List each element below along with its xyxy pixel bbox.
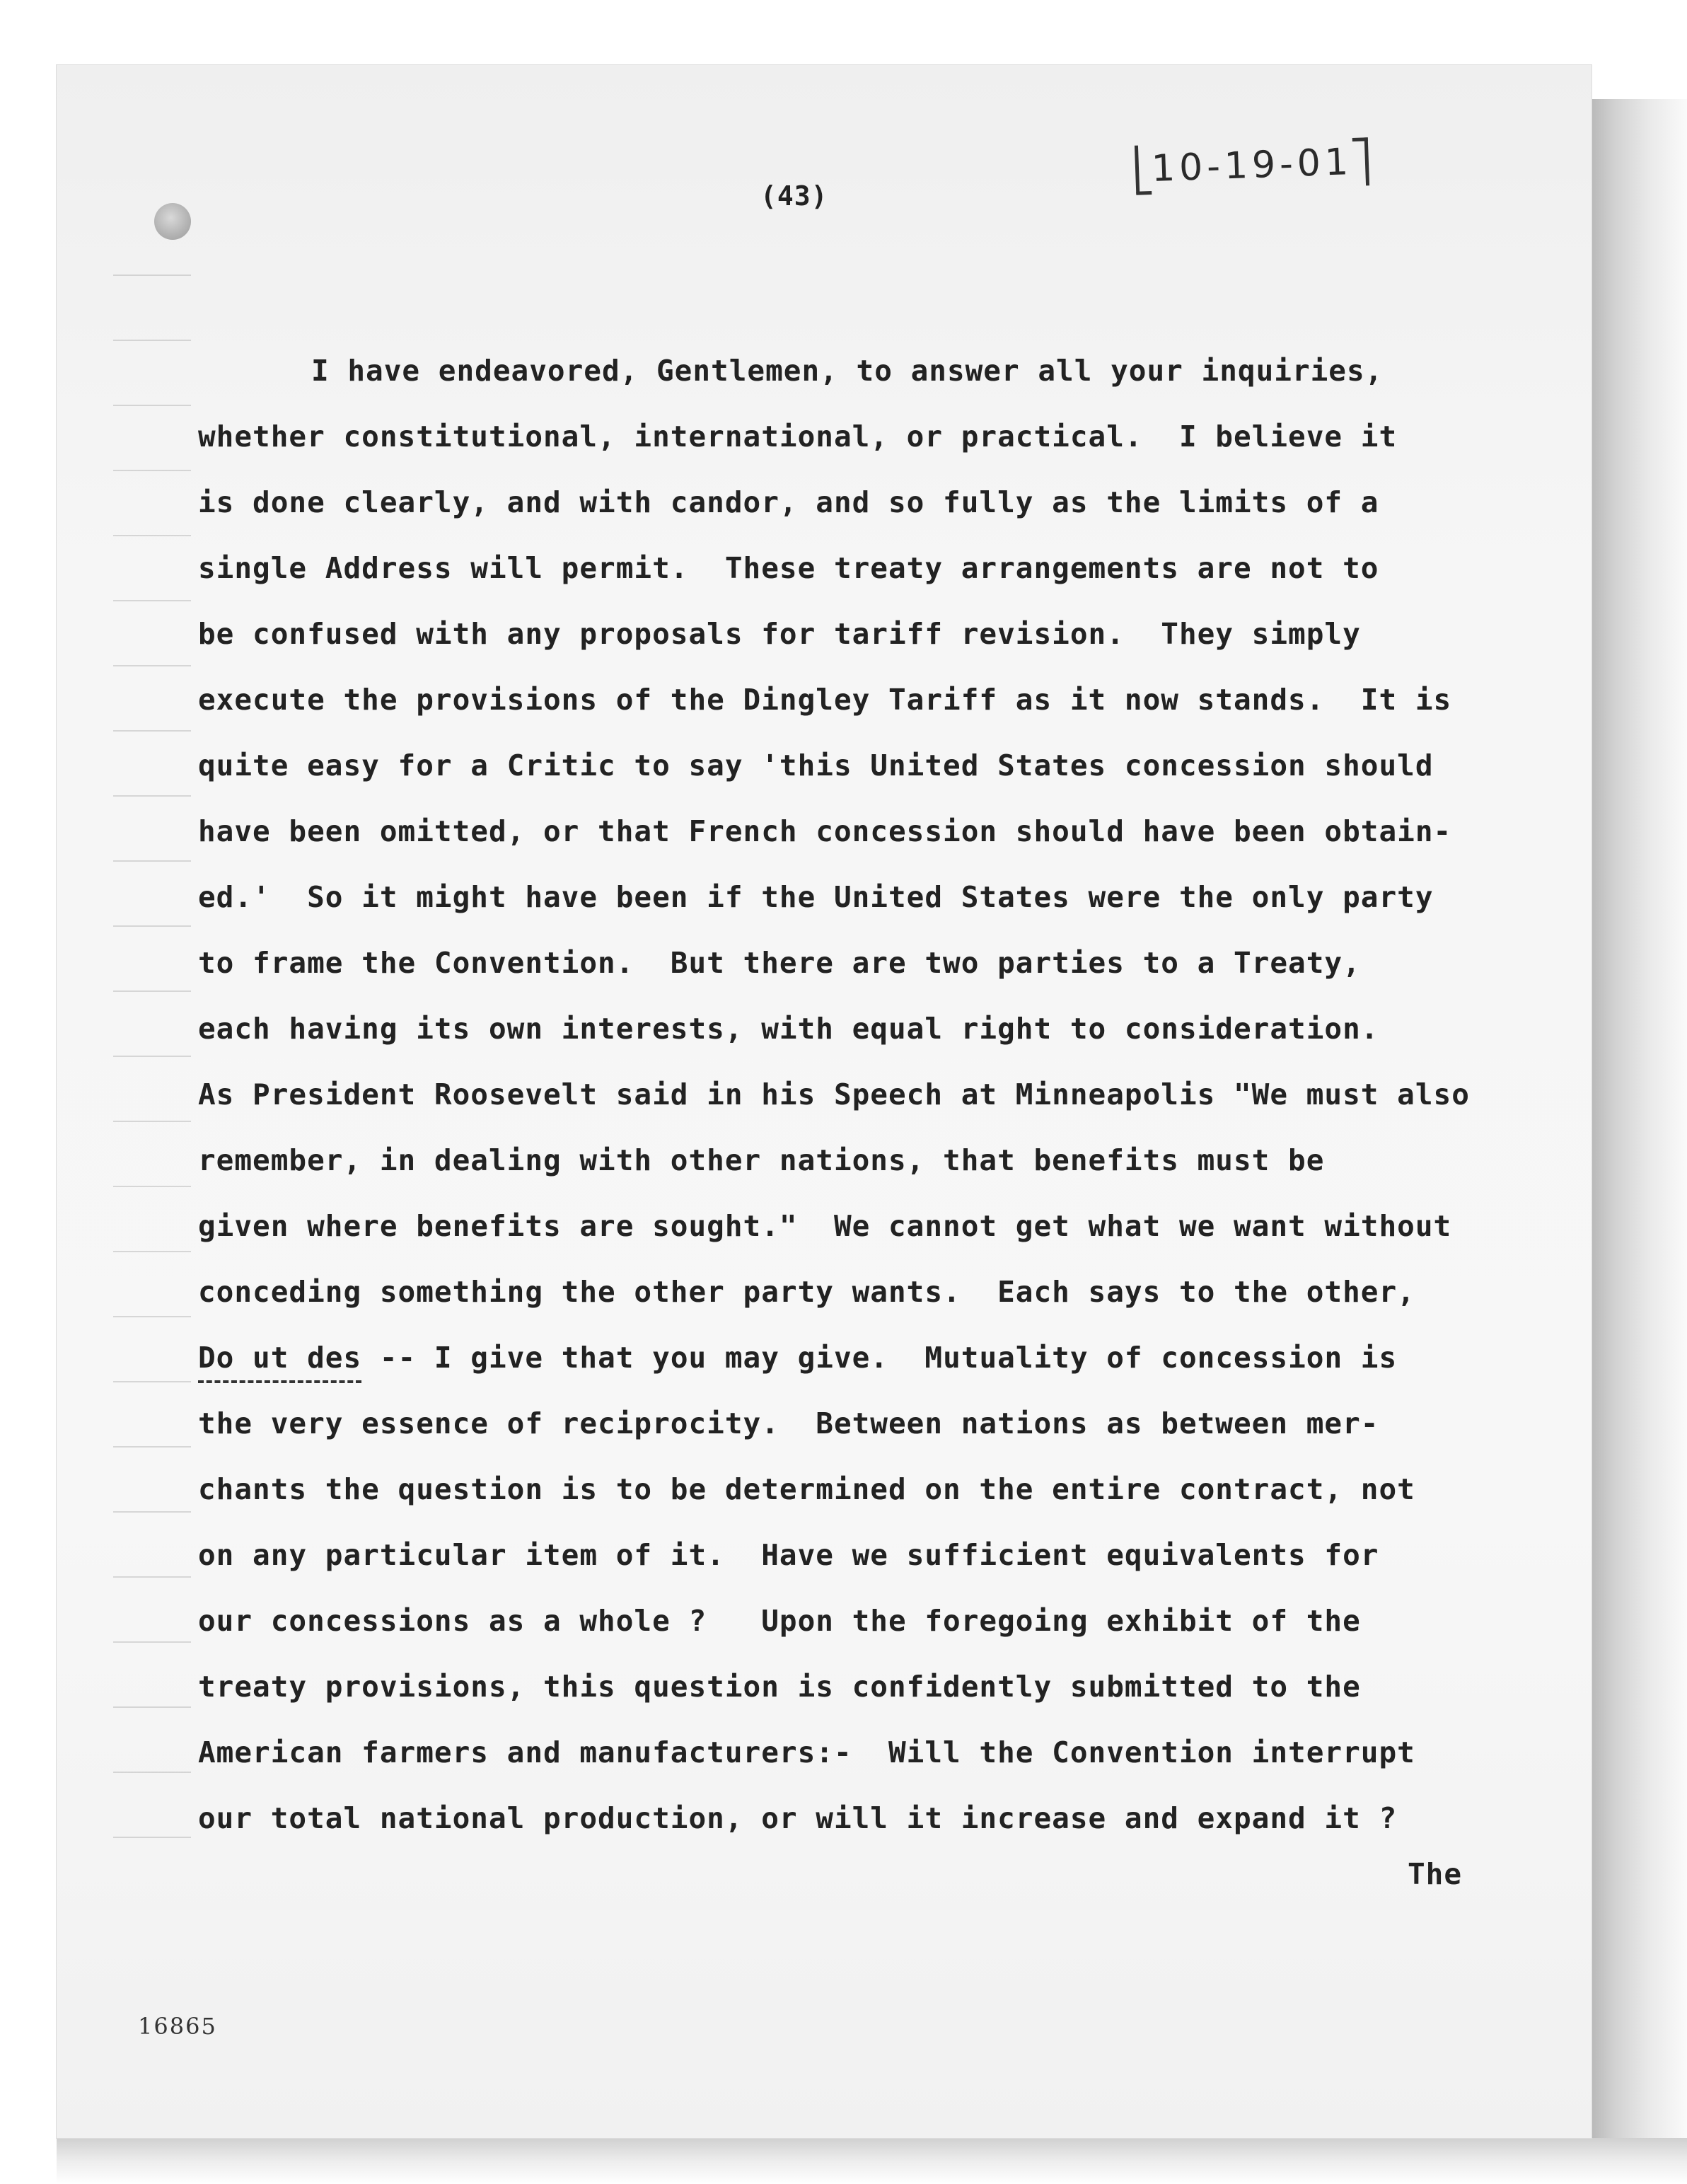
body-line-21: treaty provisions, this question is confidently submitted to the — [198, 1670, 1361, 1704]
latin-phrase: Do ut des — [198, 1341, 361, 1383]
body-line-18: chants the question is to be determined on the entire contract, not — [198, 1472, 1415, 1506]
body-line-8: have been omitted, or that French concession should have been obtain- — [198, 814, 1452, 848]
body-line-19: on any particular item of it. Have we sufficient equivalents for — [198, 1538, 1379, 1572]
folio-stamp: 16865 — [138, 2013, 217, 2040]
body-line-11: each having its own interests, with equal right to consideration. — [198, 1012, 1379, 1046]
body-line-5: be confused with any proposals for tariff revision. They simply — [198, 617, 1361, 651]
page-edge-shadow — [1592, 99, 1687, 2184]
margin-smudges — [113, 212, 191, 1839]
body-line-16 — [198, 1341, 1397, 1375]
body-line-17: the very essence of reciprocity. Between nations as between mer- — [198, 1406, 1379, 1440]
body-line-14: given where benefits are sought." We cannot get what we want without — [198, 1209, 1452, 1243]
body-line-3: is done clearly, and with candor, and so fully as the limits of a — [198, 485, 1379, 519]
body-line-6: execute the provisions of the Dingley Tariff as it now stands. It is — [198, 683, 1452, 717]
body-line-20: our concessions as a whole ? Upon the foregoing exhibit of the — [198, 1604, 1361, 1638]
body-line-22: American farmers and manufacturers:- Will the Convention interrupt — [198, 1735, 1415, 1769]
body-line-13: remember, in dealing with other nations, that benefits must be — [198, 1143, 1325, 1177]
body-line-12: As President Roosevelt said in his Speech at Minneapolis "We must also — [198, 1077, 1470, 1111]
body-line-2: whether constitutional, international, or practical. I believe it — [198, 420, 1398, 453]
body-line-23: our total national production, or will it increase and expand it ? — [198, 1801, 1398, 1835]
catchword: The — [1408, 1857, 1463, 1891]
em-dash: -- — [361, 1341, 434, 1375]
page-number: (43) — [760, 180, 828, 212]
handwritten-date-note: 10-19-01 — [1135, 137, 1369, 193]
body-line-1: I have endeavored, Gentlemen, to answer all your inquiries, — [311, 354, 1384, 388]
body-line-10: to frame the Convention. But there are two parties to a Treaty, — [198, 946, 1361, 980]
body-line-16-text: I give that you may give. Mutuality of concession is — [434, 1341, 1398, 1375]
body-line-7: quite easy for a Critic to say 'this United States concession should — [198, 749, 1434, 782]
body-line-15: conceding something the other party wants. Each says to the other, — [198, 1275, 1415, 1309]
body-line-4: single Address will permit. These treaty arrangements are not to — [198, 551, 1379, 585]
body-line-9: ed.' So it might have been if the United States were the only party — [198, 880, 1434, 914]
page-bottom-shadow — [57, 2138, 1687, 2184]
